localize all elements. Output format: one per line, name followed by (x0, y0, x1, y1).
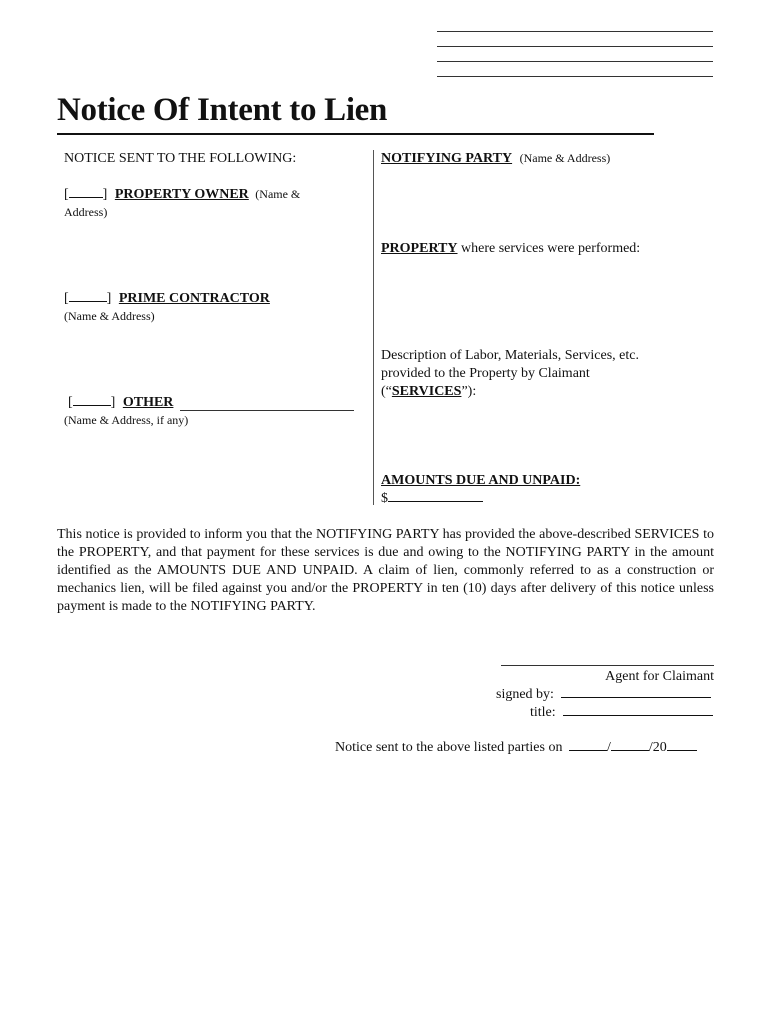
property-description: where services were performed: (461, 241, 641, 256)
title-rule (57, 133, 654, 135)
property-owner-note: (Name & (255, 187, 301, 201)
title-label: title: (530, 705, 556, 720)
signed-by-label: signed by: (496, 687, 554, 702)
property-owner-note-cont: Address) (64, 205, 108, 219)
header-blank-line-1[interactable] (437, 31, 713, 32)
services-description-line-2: provided to the Property by Claimant (381, 366, 590, 381)
prime-contractor-note: (Name & Address) (64, 309, 155, 323)
agent-signature-line[interactable] (501, 665, 714, 666)
notifying-party-row (381, 151, 610, 167)
date-year-blank[interactable] (667, 750, 697, 751)
notice-sent-label: Notice sent to the above listed parties on (335, 740, 563, 755)
date-separator: / (606, 740, 611, 755)
header-blank-line-3[interactable] (437, 61, 713, 62)
date-month-blank[interactable] (569, 750, 607, 751)
property-row (381, 241, 640, 257)
services-description-line-3 (381, 383, 639, 401)
header-blank-line-4[interactable] (437, 76, 713, 77)
signed-by-row (496, 687, 711, 703)
amounts-due-label: AMOUNTS DUE AND UNPAID: (381, 473, 581, 488)
property-owner-label: PROPERTY OWNER (114, 187, 249, 202)
other-label: OTHER (122, 395, 174, 410)
date-year-prefix: /20 (648, 740, 667, 755)
notice-sent-row (335, 740, 697, 756)
services-quote-close: ”): (461, 384, 477, 399)
notice-body-paragraph: This notice is provided to inform you that the NOTIFYING PARTY has provided the above-described SERVICES to the PROPERTY, and that payment for these services is due and owing to the NOTIFYING PARTY in the amount identified as the AMOUNTS DUE AND UNPAID. A claim of lien, commonly referred to as a construction or mechanics lien, will be filed against you and/or the PROPERTY in ten (10) days after delivery of this notice unless payment is made to the NOTIFYING PARTY. (57, 527, 714, 614)
prime-contractor-row (64, 291, 270, 307)
services-label: SERVICES (391, 384, 462, 399)
other-checkbox-blank[interactable] (73, 405, 111, 406)
other-blank-line[interactable] (180, 410, 354, 411)
header-blank-line-2[interactable] (437, 46, 713, 47)
title-row (530, 705, 713, 721)
notifying-party-label: NOTIFYING PARTY (381, 151, 513, 166)
other-note: (Name & Address, if any) (64, 413, 189, 427)
dollar-sign: $ (381, 491, 388, 506)
date-day-blank[interactable] (611, 750, 649, 751)
other-bracket-open: [ (68, 395, 73, 410)
amount-row (381, 491, 483, 507)
property-label: PROPERTY (381, 241, 458, 256)
title-blank[interactable] (563, 715, 713, 716)
agent-for-claimant-label: Agent for Claimant (605, 669, 714, 684)
signed-by-blank[interactable] (561, 697, 711, 698)
owner-bracket-close: ] (102, 187, 108, 202)
owner-checkbox-blank[interactable] (69, 197, 103, 198)
contractor-checkbox-blank[interactable] (69, 301, 107, 302)
services-description (381, 347, 639, 401)
contractor-bracket-open: [ (64, 291, 69, 306)
owner-bracket-open: [ (64, 187, 69, 202)
notifying-party-note: (Name & Address) (519, 151, 611, 165)
services-quote-open: (“ (381, 384, 392, 399)
services-description-line-1: Description of Labor, Materials, Services, etc. (381, 348, 639, 363)
prime-contractor-label: PRIME CONTRACTOR (118, 291, 270, 306)
document-title: Notice Of Intent to Lien (57, 92, 388, 128)
other-row (68, 395, 173, 411)
column-divider (373, 150, 374, 505)
property-owner-row (64, 187, 300, 203)
contractor-bracket-close: ] (106, 291, 112, 306)
amount-blank[interactable] (388, 501, 483, 502)
other-bracket-close: ] (110, 395, 116, 410)
notice-sent-heading: NOTICE SENT TO THE FOLLOWING: (64, 151, 297, 166)
